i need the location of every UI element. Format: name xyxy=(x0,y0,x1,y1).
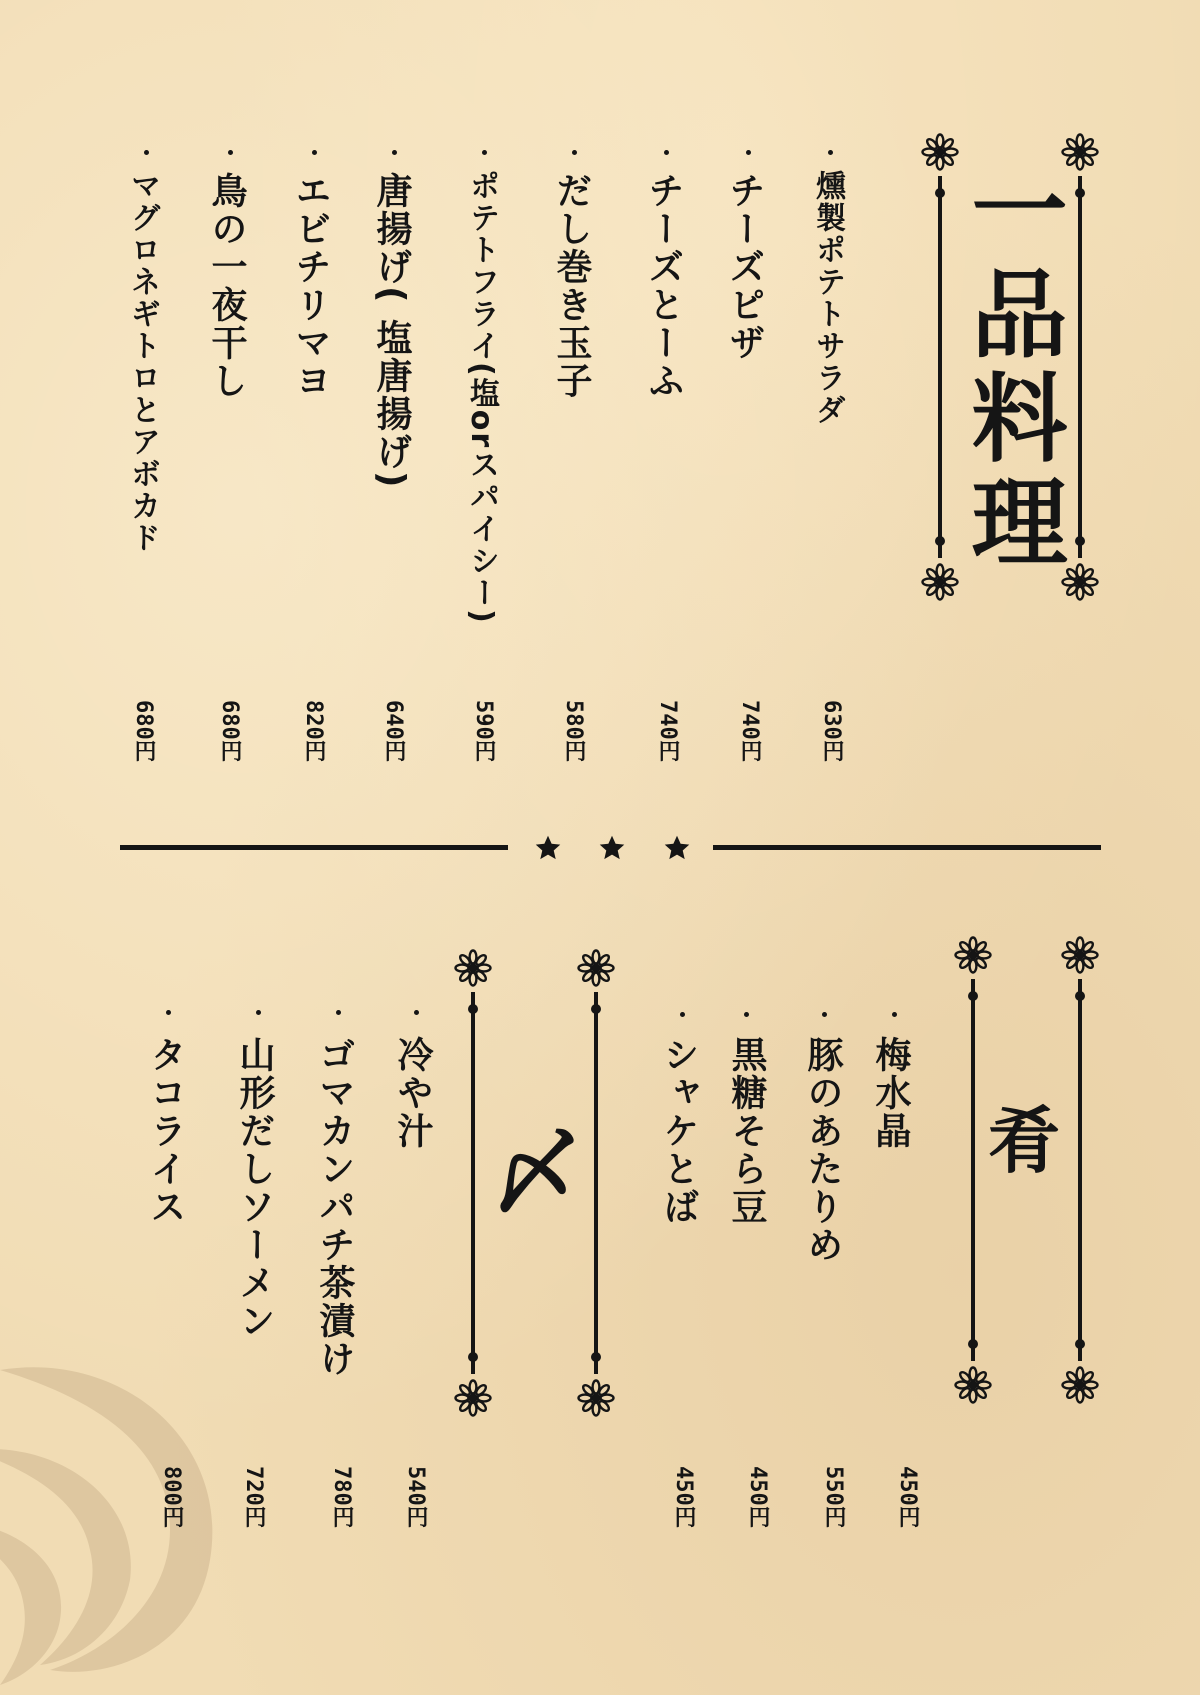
item-price: 630円 xyxy=(819,700,844,762)
flower-ornament-icon xyxy=(576,1378,616,1418)
item-price: 540円 xyxy=(403,1466,428,1528)
item-name: 黒糖そら豆 xyxy=(726,1036,767,1226)
item-price: 780円 xyxy=(329,1466,354,1528)
bullet-dot xyxy=(892,1012,897,1017)
star-icon xyxy=(534,834,562,862)
item-price: 590円 xyxy=(471,700,496,762)
item-price: 680円 xyxy=(217,700,242,762)
item-price: 640円 xyxy=(381,700,406,762)
item-price: 820円 xyxy=(301,700,326,762)
star-icon xyxy=(663,834,691,862)
flower-ornament-icon xyxy=(1060,1365,1100,1405)
bullet-dot xyxy=(828,150,833,155)
flower-ornament-icon xyxy=(953,935,993,975)
flower-ornament-icon xyxy=(453,1378,493,1418)
item-price: 550円 xyxy=(821,1466,846,1528)
item-price: 720円 xyxy=(241,1466,266,1528)
item-name: チーズとーふ xyxy=(643,172,684,400)
item-price: 450円 xyxy=(745,1466,770,1528)
item-price: 740円 xyxy=(655,700,680,762)
bullet-dot xyxy=(392,150,397,155)
item-price: 680円 xyxy=(131,700,156,762)
star-icon xyxy=(598,834,626,862)
item-name: エビチリマヨ xyxy=(290,172,331,400)
section-title: 一品料理 xyxy=(956,160,1068,576)
item-price: 740円 xyxy=(737,700,762,762)
frame-rail xyxy=(594,992,598,1374)
item-name: だし巻き玉子 xyxy=(551,172,592,400)
bullet-dot xyxy=(822,1012,827,1017)
item-name: シャケとば xyxy=(658,1036,699,1226)
item-price: 800円 xyxy=(159,1466,184,1528)
crane-watermark-icon xyxy=(0,1330,240,1690)
bullet-dot xyxy=(228,150,233,155)
item-name: 山形だしソーメン xyxy=(234,1036,275,1340)
flower-ornament-icon xyxy=(953,1365,993,1405)
item-name: 梅水晶 xyxy=(870,1036,911,1150)
bullet-dot xyxy=(414,1010,419,1015)
frame-rail xyxy=(1078,176,1082,558)
bullet-dot xyxy=(680,1012,685,1017)
item-price: 450円 xyxy=(895,1466,920,1528)
item-name: 唐揚げ( 塩唐揚げ) xyxy=(371,172,412,490)
item-price: 450円 xyxy=(671,1466,696,1528)
frame-rail xyxy=(1078,979,1082,1361)
frame-rail xyxy=(971,979,975,1361)
flower-ornament-icon xyxy=(453,948,493,988)
bullet-dot xyxy=(312,150,317,155)
item-name: 燻製ポテトサラダ xyxy=(810,170,845,426)
bullet-dot xyxy=(166,1010,171,1015)
bullet-dot xyxy=(144,150,149,155)
bullet-dot xyxy=(572,150,577,155)
item-price: 580円 xyxy=(561,700,586,762)
frame-rail xyxy=(471,992,475,1374)
item-name: 冷や汁 xyxy=(392,1036,433,1150)
flower-ornament-icon xyxy=(920,562,960,602)
divider-line xyxy=(713,845,1101,850)
divider-line xyxy=(120,845,508,850)
section-title: 〆 xyxy=(490,1120,583,1227)
flower-ornament-icon xyxy=(1060,935,1100,975)
item-name: 豚のあたりめ xyxy=(802,1036,843,1264)
bullet-dot xyxy=(256,1010,261,1015)
item-name: ゴマカンパチ茶漬け xyxy=(314,1036,355,1378)
bullet-dot xyxy=(664,150,669,155)
item-name: 鳥の一夜干し xyxy=(206,172,247,400)
item-name: ポテトフライ(塩orスパイシー) xyxy=(464,170,499,625)
bullet-dot xyxy=(744,1012,749,1017)
bullet-dot xyxy=(482,150,487,155)
flower-ornament-icon xyxy=(576,948,616,988)
flower-ornament-icon xyxy=(920,132,960,172)
bullet-dot xyxy=(746,150,751,155)
item-name: マグロネギトロとアボカド xyxy=(125,170,160,554)
item-name: タコライス xyxy=(145,1036,186,1226)
frame-rail xyxy=(938,176,942,558)
bullet-dot xyxy=(336,1010,341,1015)
section-title: 肴 xyxy=(988,1099,1061,1183)
item-name: チーズピザ xyxy=(724,172,765,362)
